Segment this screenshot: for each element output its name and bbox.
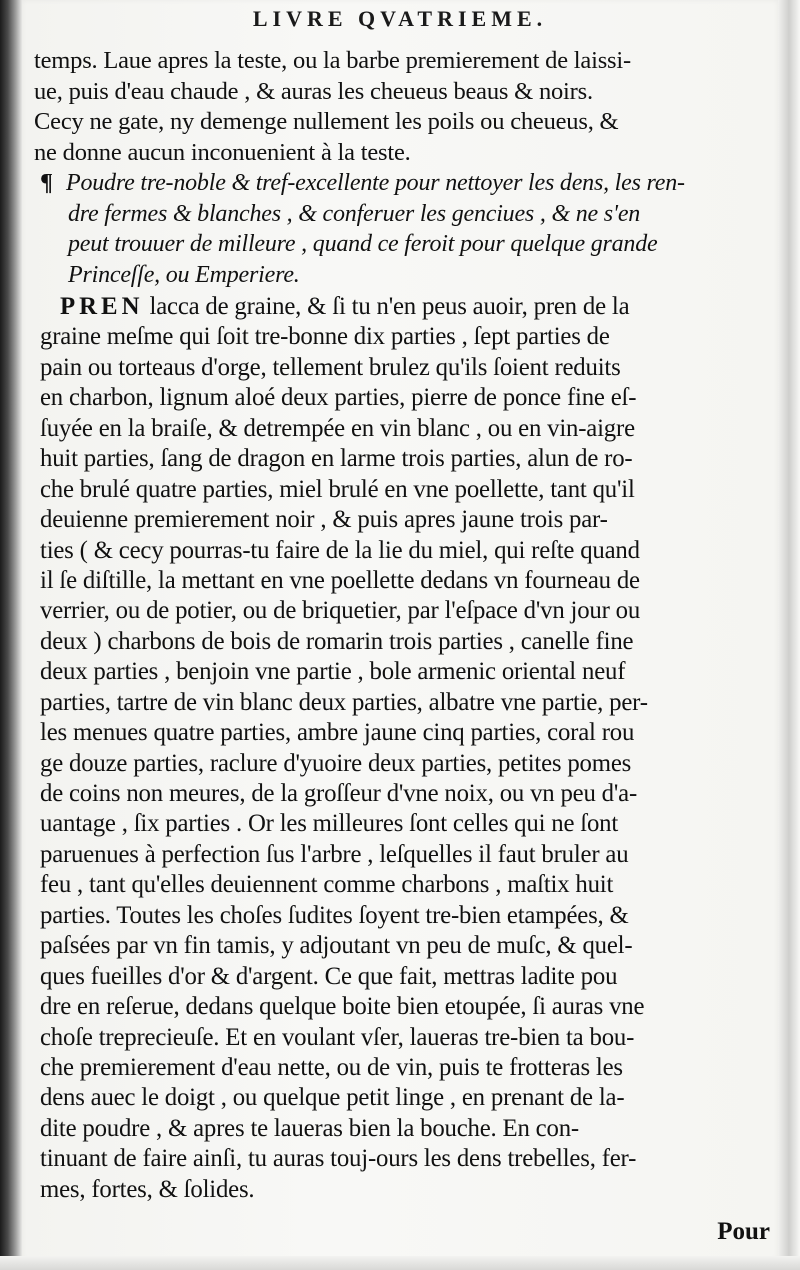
running-head: LIVRE QVATRIEME. — [252, 6, 548, 31]
text-line: paſsées par vn fin tamis, y adjoutant vn peu de muſc, & quel- — [40, 932, 633, 960]
text-line: uantage , ſix parties . Or les milleures ſont celles qui ne ſont — [40, 810, 619, 838]
text-line: ne donne aucun inconuenient à la teste. — [34, 138, 411, 166]
text-line: graine meſme qui ſoit tre-bonne dix parties , ſept parties de — [40, 323, 610, 351]
text-line: deux ) charbons de bois de romarin trois parties , canelle fine — [40, 627, 634, 655]
text-line: mes, fortes, & ſolides. — [40, 1175, 255, 1203]
text-line: huit parties, ſang de dragon en larme trois parties, alun de ro- — [40, 445, 633, 473]
text-line: ques fueilles d'or & d'argent. Ce que fait, mettras ladite pou — [40, 962, 618, 990]
recipe-heading — [40, 168, 770, 290]
text-line: ſuyée en la braiſe, & detrempée en vin blanc , ou en vin-aigre — [40, 414, 635, 442]
text-line: tinuant de faire ainſi, tu auras touj-ours les dens trebelles, fer- — [40, 1145, 637, 1173]
text-line: parties. Toutes les choſes ſudites ſoyent tre-bien etampées, & — [40, 901, 629, 929]
text-line: paruenues à perfection ſus l'arbre , leſquelles il faut bruler au — [40, 840, 629, 868]
text-line: feu , tant qu'elles deuiennent comme charbons , maſtix huit — [40, 871, 614, 899]
text-line: pain ou torteaus d'orge, tellement brulez qu'ils ſoient reduits — [40, 353, 621, 381]
text-line: che premierement d'eau nette, ou de vin, puis te frotteras les — [40, 1053, 623, 1081]
line-text: lacca de graine, & ſi tu n'en peus auoir, pren de la — [143, 293, 630, 320]
page-edge — [778, 0, 800, 1270]
heading-line: dre fermes & blanches , & conferuer les genciues , & ne s'en — [68, 200, 641, 227]
heading-line: Princeſſe, ou Emperiere. — [68, 261, 300, 288]
text-line: les menues quatre parties, ambre jaune cinq parties, coral rou — [40, 719, 635, 747]
initial-word: PREN — [60, 293, 144, 320]
text-line: choſe treprecieuſe. Et en voulant vſer, laueras tre-bien ta bou- — [40, 1023, 635, 1051]
recipe-body — [40, 292, 766, 1205]
text-line: de coins non meures, de la groſſeur d'vne noix, ou vn peu d'a- — [40, 780, 638, 807]
text-line: temps. Laue apres la teste, ou la barbe premierement de laissi- — [34, 47, 631, 74]
text-line: deuienne premierement noir , & puis apres jaune trois par- — [40, 506, 608, 534]
text-line: che brulé quatre parties, miel brulé en vne poellette, tant qu'il — [40, 475, 635, 503]
heading-line — [40, 168, 770, 199]
text-line: Cecy ne gate, ny demenge nullement les poils ou cheueus, & — [34, 108, 619, 136]
text-line: ge douze parties, raclure d'yuoire deux parties, petites pomes — [40, 749, 632, 777]
pilcrow-mark: ¶ — [40, 170, 53, 196]
text-line: ties ( & cecy pourras-tu faire de la lie du miel, qui reſte quand — [40, 536, 640, 564]
text-line: verrier, ou de potier, ou de briquetier, par l'eſpace d'vn jour ou — [40, 597, 641, 625]
text-line: parties, tartre de vin blanc deux parties, albatre vne partie, per- — [40, 688, 648, 716]
text-line: deux parties , benjoin vne partie , bole armenic oriental neuf — [40, 658, 626, 686]
text-line: dens auec le doigt , ou quelque petit linge , en prenant de la- — [40, 1084, 625, 1112]
text-line: il ſe diſtille, la mettant en vne poellette dedans vn fourneau de — [40, 566, 640, 594]
text-line: ue, puis d'eau chaude , & auras les cheueus beaus & noirs. — [34, 77, 593, 105]
heading-line: peut trouuer de milleure , quand ce feroit pour quelque grande — [68, 231, 658, 257]
binding-shadow — [0, 0, 22, 1270]
catchword: Pour — [717, 1218, 770, 1245]
page-bottom-edge — [0, 1256, 800, 1270]
text-line: dite poudre , & apres te laueras bien la bouche. En con- — [40, 1114, 579, 1142]
text-line: dre en reſerue, dedans quelque boite bien etoupée, ſi auras vne — [40, 993, 645, 1021]
heading-text: Poudre tre-noble & tref-excellente pour nettoyer les dens, les ren- — [66, 170, 685, 196]
text-line — [40, 292, 766, 322]
opening-paragraph — [34, 46, 766, 168]
text-line: en charbon, lignum aloé deux parties, pierre de ponce fine eſ- — [40, 384, 637, 412]
